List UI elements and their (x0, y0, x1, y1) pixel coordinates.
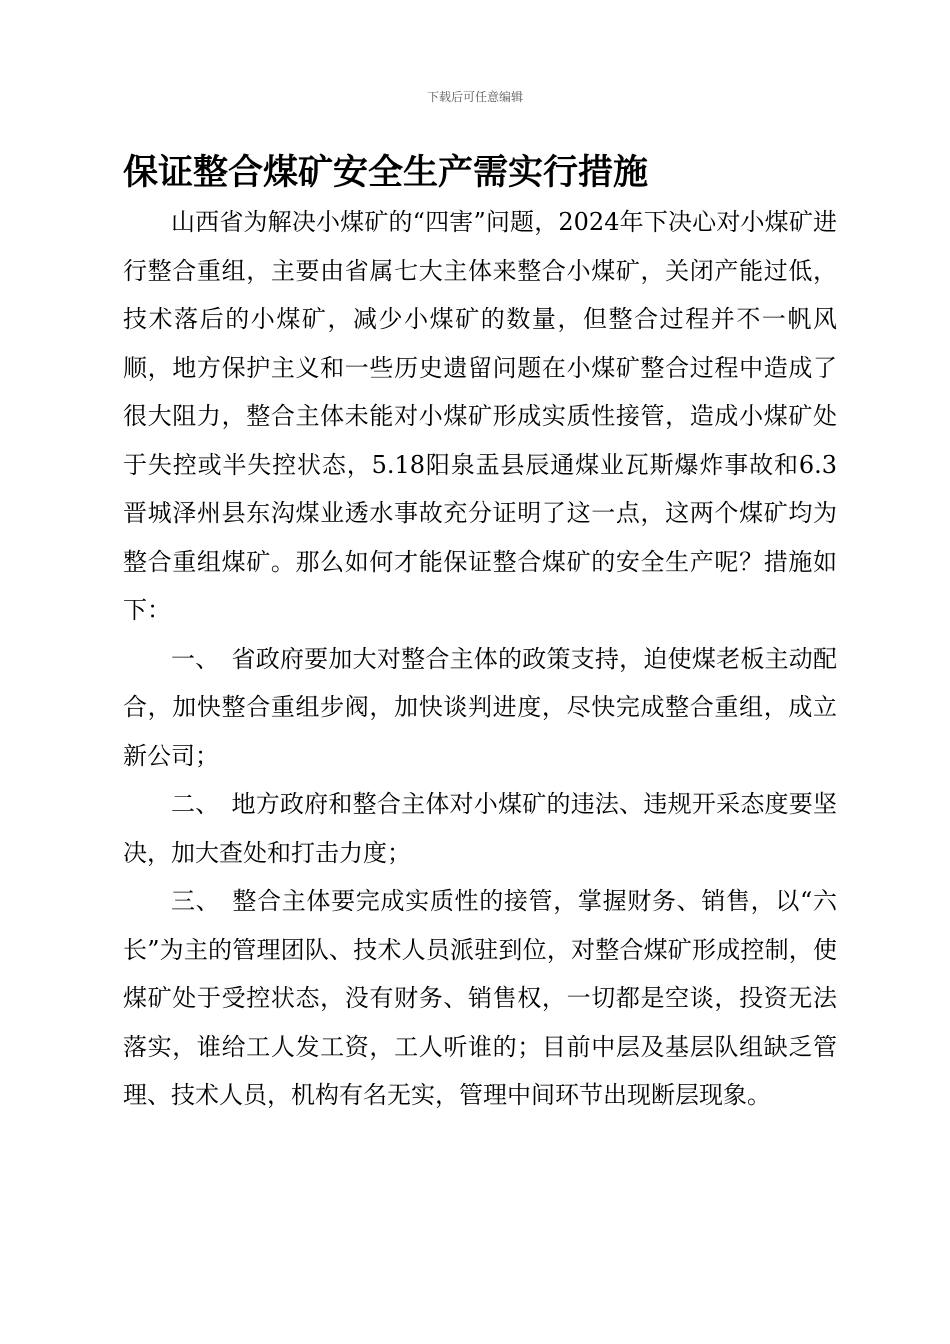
measure-item-number: 一、 (171, 644, 220, 673)
document-body (123, 198, 837, 1120)
intro-paragraph: 山西省为解决小煤矿的“四害”问题，2024年下决心对小煤矿进行整合重组，主要由省属七大主体来整合小煤矿，关闭产能过低，技术落后的小煤矿，减少小煤矿的数量，但整合过程并不一帆风顺，地方保护主义和一些历史遗留问题在小煤矿整合过程中造成了很大阻力，整合主体未能对小煤矿形成实质性接管，造成小煤矿处于失控或半失控状态，5.18阳泉盂县辰通煤业瓦斯爆炸事故和6.3晋城泽州县东沟煤业透水事故充分证明了这一点，这两个煤矿均为整合重组煤矿。那么如何才能保证整合煤矿的安全生产呢？措施如下： (123, 208, 837, 624)
measure-item-1 (123, 635, 837, 781)
measure-item-text: 整合主体要完成实质性的接管，掌握财务、销售，以“六长”为主的管理团队、技术人员派驻到位，对整合煤矿形成控制，使煤矿处于受控状态，没有财务、销售权，一切都是空谈，投资无法落实，谁给工人发工资，工人听谁的；目前中层及基层队组缺乏管理、技术人员，机构有名无实，管理中间环节出现断层现象。 (123, 887, 837, 1109)
document-title: 保证整合煤矿安全生产需实行措施 (123, 152, 649, 193)
measure-item-2 (123, 780, 837, 877)
measure-item-number: 二、 (171, 790, 220, 818)
measure-item-number: 三、 (171, 887, 221, 915)
measure-item-text: 地方政府和整合主体对小煤矿的违法、违规开采态度要坚决，加大查处和打击力度； (123, 790, 838, 867)
measure-item-3 (123, 877, 837, 1120)
header-note: 下载后可任意编辑 (426, 90, 523, 104)
measure-item-text: 省政府要加大对整合主体的政策支持，迫使煤老板主动配合，加快整合重组步阀，加快谈判进度，尽快完成整合重组，成立新公司； (123, 644, 838, 770)
